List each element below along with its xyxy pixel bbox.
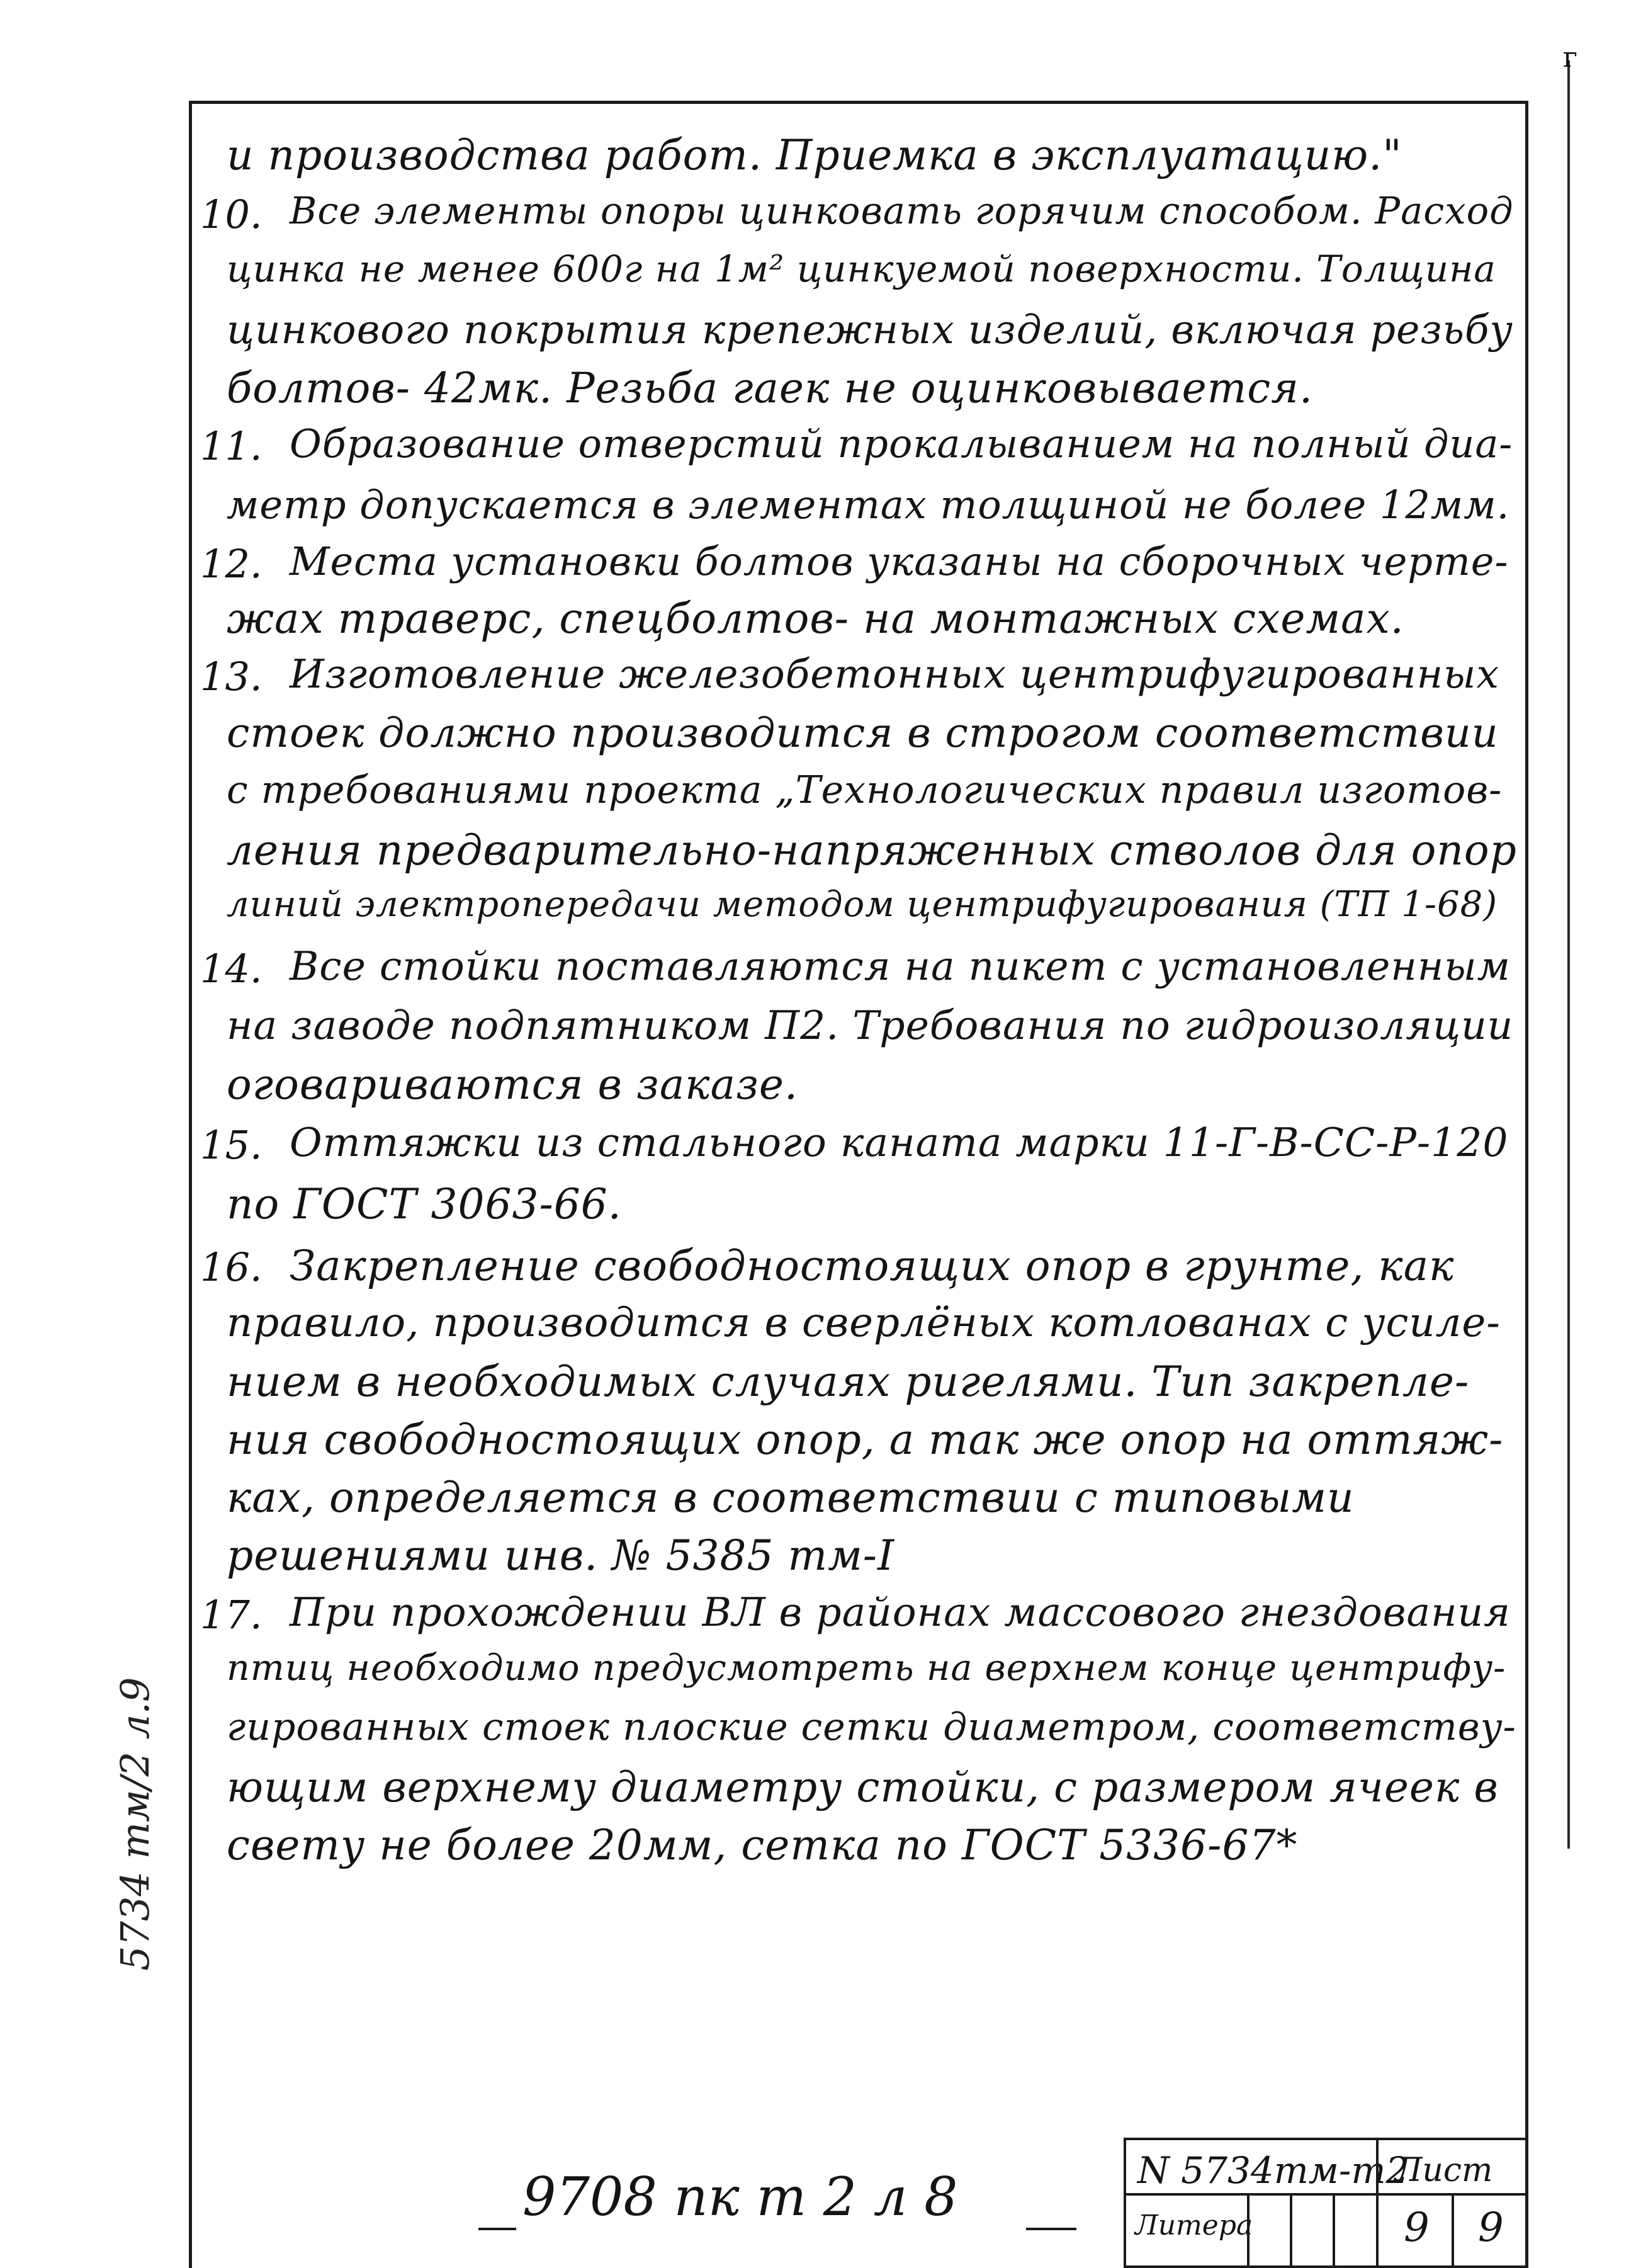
stamp-litera-cell (1124, 2193, 1253, 2268)
text-line: Места установки болтов указаны на сборочных черте- (290, 538, 1509, 584)
text-line: решениями инв. № 5385 тм-I (227, 1531, 895, 1580)
footer-dash-right (1026, 2228, 1076, 2230)
text-line: и производства работ. Приемка в эксплуатацию." (227, 131, 1402, 179)
text-line: ющим верхнему диаметру стойки, с размером ячеек в (227, 1763, 1499, 1812)
stamp-sheet-a-cell (1376, 2193, 1454, 2268)
stamp-litera-box-1 (1247, 2193, 1292, 2268)
item-number: 15. (200, 1122, 262, 1168)
text-line: Образование отверстий прокалыванием на полный диа- (290, 421, 1513, 467)
item-number: 10. (200, 191, 262, 237)
text-line: Все стойки поставляются на пикет с установленным (290, 943, 1511, 989)
footer-inventory-number: 9708 пк т 2 л 8 (522, 2166, 958, 2228)
stamp-litera-label: Литера (1135, 2209, 1253, 2242)
text-line: Закрепление свободностоящих опор в грунте, как (290, 1242, 1455, 1290)
text-line: Оттяжки из стального каната марки 11-Г-В-СС-Р-120 (290, 1120, 1509, 1165)
stamp-sheet-label: Лист (1395, 2152, 1493, 2189)
text-line: линий электропередачи методом центрифугирования (ТП 1-68) (227, 884, 1498, 925)
corner-mark: г (1563, 42, 1578, 74)
text-line: с требованиями проекта „Технологических правил изготов- (227, 768, 1503, 812)
text-line: жах траверс, спецболтов- на монтажных схемах. (227, 594, 1404, 643)
item-number: 11. (200, 423, 262, 469)
text-line: цинкового покрытия крепежных изделий, включая резьбу (227, 307, 1513, 353)
right-margin-rule (1567, 60, 1570, 1849)
text-line: Все элементы опоры цинковать горячим способом. Расход (290, 189, 1514, 232)
margin-inventory-note: 5734 тм/2 л.9 (112, 1677, 158, 1971)
text-line: на заводе подпятником П2. Требования по гидроизоляции (227, 1002, 1514, 1048)
stamp-doc-number: N 5734тм-т2 (1137, 2149, 1409, 2192)
text-line: стоек должно производится в строгом соответствии (227, 710, 1499, 757)
text-line: цинка не менее 600г на 1м² цинкуемой поверхности. Толщина (227, 247, 1496, 290)
text-line: гированных стоек плоские сетки диаметром, соответству- (227, 1705, 1516, 1749)
stamp-sheet-a: 9 (1404, 2204, 1430, 2251)
title-stamp (1124, 2138, 1528, 2268)
text-line: ках, определяется в соответствии с типовыми (227, 1473, 1355, 1522)
stamp-sheet-b-cell (1452, 2193, 1528, 2268)
text-line: нием в необходимых случаях ригелями. Тип закрепле- (227, 1358, 1470, 1406)
text-line: Изготовление железобетонных центрифугированных (290, 651, 1500, 697)
item-number: 14. (200, 946, 262, 992)
text-line: ния свободностоящих опор, а так же опор на оттяж- (227, 1415, 1504, 1464)
item-number: 13. (200, 654, 262, 700)
text-line: болтов- 42мк. Резьба гаек не оцинковывается. (227, 364, 1313, 412)
footer-dash-left (478, 2228, 516, 2230)
stamp-doc-number-cell (1124, 2138, 1409, 2196)
item-number: 17. (200, 1592, 262, 1638)
stamp-sheet-label-cell (1376, 2138, 1528, 2196)
item-number: 12. (200, 541, 262, 587)
text-line: При прохождении ВЛ в районах массового гнездования (290, 1589, 1511, 1635)
text-line: птиц необходимо предусмотреть на верхнем конце центрифу- (227, 1647, 1506, 1689)
text-line: свету не более 20мм, сетка по ГОСТ 5336-67* (227, 1821, 1298, 1869)
stamp-litera-box-2 (1290, 2193, 1335, 2268)
stamp-litera-box-3 (1333, 2193, 1379, 2268)
stamp-sheet-b: 9 (1478, 2204, 1504, 2251)
text-line: оговариваются в заказе. (227, 1060, 798, 1109)
text-line: метр допускается в элементах толщиной не более 12мм. (227, 482, 1510, 528)
item-number: 16. (200, 1244, 262, 1290)
text-line: правило, производится в сверлёных котлованах с усиле- (227, 1300, 1501, 1346)
text-line: по ГОСТ 3063-66. (227, 1180, 622, 1228)
text-line: ления предварительно-напряженных стволов для опор (227, 826, 1517, 875)
